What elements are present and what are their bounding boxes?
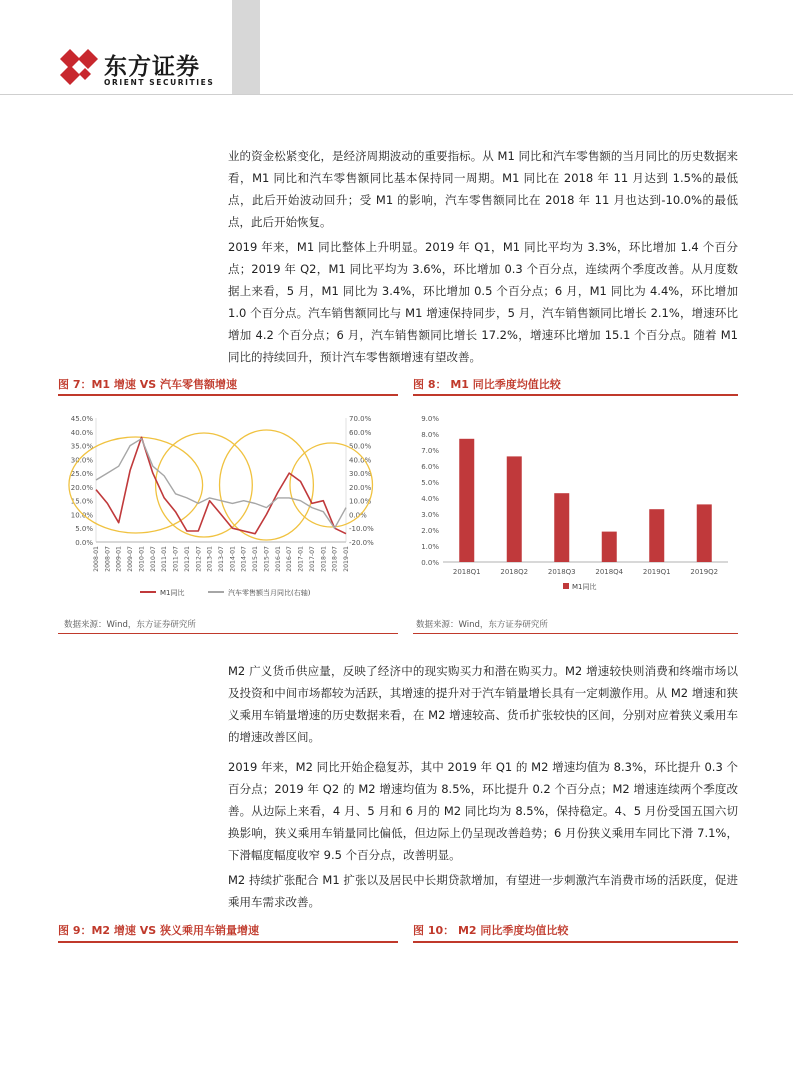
x-axis-tick-label: 2009-07	[127, 546, 135, 572]
x-axis-tick-label: 2018-01	[320, 546, 328, 572]
bar-2018Q2	[507, 456, 522, 562]
left-axis-tick-label: 5.0%	[75, 525, 93, 534]
x-axis-tick-label: 2019Q2	[690, 568, 719, 576]
right-axis-tick-label: 40.0%	[349, 456, 372, 465]
y-axis-tick-label: 4.0%	[421, 495, 439, 503]
x-axis-tick-label: 2016-01	[274, 546, 282, 572]
right-axis-tick-label: 20.0%	[349, 483, 372, 492]
x-axis-tick-label: 2019-01	[343, 546, 350, 572]
right-axis-tick-label: 10.0%	[349, 497, 372, 506]
right-axis-tick-label: 30.0%	[349, 470, 372, 479]
x-axis-tick-label: 2009-01	[115, 546, 123, 572]
y-axis-tick-label: 9.0%	[421, 415, 439, 423]
figure-7-title: 图 7：M1 增速 VS 汽车零售额增速	[58, 378, 238, 391]
logo-mark-icon	[58, 47, 102, 87]
right-axis-tick-label: 60.0%	[349, 428, 372, 437]
y-axis-tick-label: 6.0%	[421, 463, 439, 471]
legend-label-m1: M1同比	[572, 583, 597, 591]
left-axis-tick-label: 20.0%	[70, 483, 93, 492]
x-axis-tick-label: 2018Q2	[500, 568, 529, 576]
right-axis-tick-label: 70.0%	[349, 415, 372, 423]
x-axis-tick-label: 2011-01	[161, 546, 169, 572]
right-axis-tick-label: 0.0%	[349, 511, 367, 520]
x-axis-tick-label: 2018Q4	[595, 568, 624, 576]
bar-2018Q4	[602, 532, 617, 562]
y-axis-tick-label: 0.0%	[421, 559, 439, 567]
left-axis-tick-label: 25.0%	[70, 470, 93, 479]
x-axis-tick-label: 2017-07	[308, 546, 316, 572]
x-axis-tick-label: 2011-07	[172, 546, 180, 572]
figure-9-title: 图 9：M2 增速 VS 狭义乘用车销量增速	[58, 924, 260, 937]
bar-2018Q1	[459, 439, 474, 562]
left-axis-tick-label: 35.0%	[70, 442, 93, 451]
x-axis-tick-label: 2010-07	[149, 546, 157, 572]
left-axis-tick-label: 45.0%	[70, 415, 93, 423]
left-axis-tick-label: 10.0%	[70, 511, 93, 520]
y-axis-tick-label: 7.0%	[421, 447, 439, 455]
figure-8-title: 图 8： M1 同比季度均值比较	[413, 378, 561, 391]
left-axis-tick-label: 40.0%	[70, 428, 93, 437]
x-axis-tick-label: 2019Q1	[642, 568, 671, 576]
x-axis-tick-label: 2008-01	[93, 546, 100, 572]
x-axis-tick-label: 2018Q1	[452, 568, 481, 576]
figure-7-bottom-rule	[58, 633, 398, 634]
x-axis-tick-label: 2015-07	[263, 546, 271, 572]
paragraph-3: M2 广义货币供应量，反映了经济中的现实购买力和潜在购买力。M2 增速较快则消费和终端市场以及投资和中间市场都较为活跃，其增速的提升对于汽车销量增长具有一定刺激作用。从 M2 增速和狭义乘用车销量增速的历史数据来看，在 M2 增速较高、货币扩张较快的区间，分别对应着狭义乘用车的增速改善区间。	[228, 664, 738, 744]
company-logo	[58, 45, 215, 93]
x-axis-tick-label: 2018-07	[331, 546, 339, 572]
x-axis-tick-label: 2018Q3	[547, 568, 576, 576]
x-axis-tick-label: 2015-01	[252, 546, 260, 572]
x-axis-tick-label: 2017-01	[297, 546, 305, 572]
figure-10-title-rule	[413, 941, 738, 943]
x-axis-tick-label: 2013-07	[218, 546, 225, 572]
figure-7-source: 数据来源：Wind，东方证券研究所	[64, 620, 196, 630]
x-axis-tick-label: 2013-01	[206, 546, 214, 572]
x-axis-tick-label: 2010-01	[138, 546, 146, 572]
legend-swatch-m1	[563, 583, 569, 589]
x-axis-tick-label: 2014-07	[240, 546, 248, 572]
x-axis-tick-label: 2016-07	[286, 546, 294, 572]
legend-label-m1: M1同比	[160, 589, 185, 597]
figure-10-title: 图 10： M2 同比季度均值比较	[413, 924, 569, 937]
x-axis-tick-label: 2012-01	[183, 546, 191, 572]
x-axis-tick-label: 2014-01	[229, 546, 237, 572]
right-axis-tick-label: -10.0%	[349, 525, 374, 534]
cycle-highlight-ellipse	[220, 430, 314, 540]
left-axis-tick-label: 0.0%	[75, 539, 93, 547]
paragraph-1: 业的资金松紧变化，是经济周期波动的重要指标。从 M1 同比和汽车零售额的当月同比的历史数据来看，M1 同比和汽车零售额同比基本保持同一周期。M1 同比在 2018 年 11 月达到 1.5%的最低点，此后开始波动回升；受 M1 的影响，汽车零售额同比在 2018 年 11 月也达到-10.0%的最低点，此后开始恢复。	[228, 149, 738, 229]
right-axis-tick-label: -20.0%	[349, 539, 374, 547]
paragraph-4: 2019 年来，M2 同比开始企稳复苏，其中 2019 年 Q1 的 M2 增速均值为 8.3%，环比提升 0.3 个百分点；2019 年 Q2 的 M2 增速均值为 8.5%，环比提升 0.2 个百分点；M2 增速连续两个季度改善。从边际上来看，4 月、5 月和 6 月的 M2 同比均为 8.5%，保持稳定。4、5 月份受国五国六切换影响，狭义乘用车销量同比偏低，但边际上仍呈现改善趋势；6 月份狭义乘用车同比下滑 7.1%，下滑幅度幅度收窄 9.5 个百分点，改善明显。	[228, 760, 738, 862]
left-axis-tick-label: 15.0%	[70, 497, 93, 506]
y-axis-tick-label: 8.0%	[421, 431, 439, 439]
m1-yoy-series-line	[96, 437, 346, 533]
logo-text-en: ORIENT SECURITIES	[104, 78, 215, 87]
m1-vs-auto-retail-line-chart	[58, 402, 398, 612]
y-axis-tick-label: 3.0%	[421, 511, 439, 519]
x-axis-tick-label: 2012-07	[195, 546, 203, 572]
y-axis-tick-label: 5.0%	[421, 479, 439, 487]
right-axis-tick-label: 50.0%	[349, 442, 372, 451]
bar-2018Q3	[554, 493, 569, 562]
y-axis-tick-label: 2.0%	[421, 527, 439, 535]
bar-2019Q1	[649, 509, 664, 562]
paragraph-2: 2019 年来，M1 同比整体上升明显。2019 年 Q1，M1 同比平均为 3.3%，环比增加 1.4 个百分点；2019 年 Q2，M1 同比平均为 3.6%，环比增加 0.3 个百分点，连续两个季度改善。从月度数据上来看，5 月，M1 同比为 3.4%，环比增加 0.5 个百分点；6 月，M1 同比为 4.4%，环比增加 1.0 个百分点。汽车销售额同比与 M1 增速保持同步，5 月，汽车销售额同比增长 2.1%，增速环比增加 4.2 个百分点；6 月，汽车销售额同比增长 17.2%，增速环比增加 15.1 个百分点。随着 M1 同比的持续回升，预计汽车零售额增速有望改善。	[228, 240, 738, 364]
figure-8-source: 数据来源：Wind，东方证券研究所	[416, 620, 548, 630]
paragraph-5: M2 持续扩张配合 M1 扩张以及居民中长期贷款增加，有望进一步刺激汽车消费市场的活跃度，促进乘用车需求改善。	[228, 873, 738, 909]
figure-8-bottom-rule	[413, 633, 738, 634]
page-header	[0, 0, 793, 95]
figure-8-title-rule	[413, 394, 738, 396]
logo-text-cn: 东方证券	[104, 54, 200, 80]
figure-7-title-rule	[58, 394, 398, 396]
figure-9-title-rule	[58, 941, 398, 943]
x-axis-tick-label: 2008-07	[104, 546, 112, 572]
left-axis-tick-label: 30.0%	[70, 456, 93, 465]
m1-quarterly-bar-chart	[413, 402, 738, 602]
legend-label-auto-retail: 汽车零售额当月同比(右轴)	[228, 589, 311, 597]
header-divider	[0, 94, 793, 95]
header-gray-band	[232, 0, 260, 95]
bar-2019Q2	[697, 504, 712, 562]
y-axis-tick-label: 1.0%	[421, 543, 439, 551]
